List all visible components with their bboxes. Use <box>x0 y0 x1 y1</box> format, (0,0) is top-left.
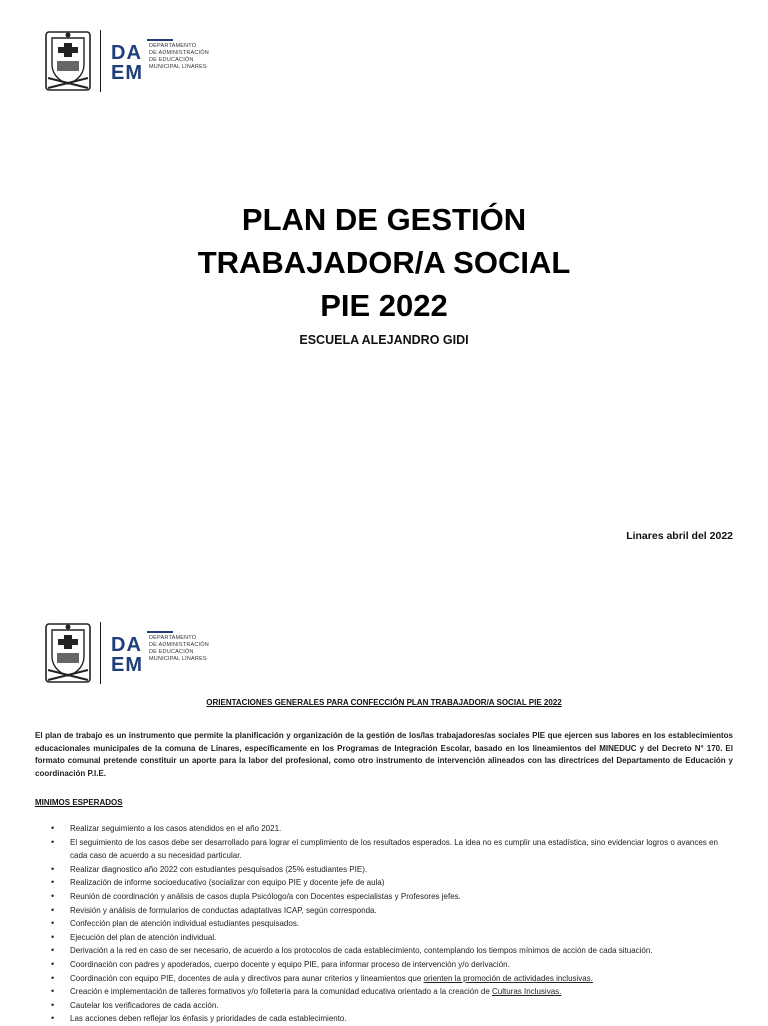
minimos-esperados-list <box>35 822 733 1026</box>
list-item <box>35 972 733 986</box>
list-item <box>35 985 733 999</box>
org-line: MUNICIPAL LINARES <box>149 63 207 70</box>
org-line: DEPARTAMENTO <box>149 635 197 641</box>
org-line: DE ADMINISTRACIÓN <box>149 641 209 648</box>
place-date: Linares abril del 2022 <box>626 530 733 542</box>
underlined-text: orienten la promoción de actividades inclusivas. <box>423 973 593 983</box>
underlined-text: Culturas Inclusivas. <box>492 987 562 997</box>
municipal-crest-icon <box>44 622 92 684</box>
cover-title-line: PLAN DE GESTIÓN <box>241 202 527 237</box>
list-item: • Las acciones deben reflejar los énfasis y prioridades de cada establecimiento. <box>35 1012 733 1026</box>
cover-title-line: TRABAJADOR/A SOCIAL <box>197 245 571 280</box>
list-item: • Derivación a la red en caso de ser necesario, de acuerdo a los protocolos de cada establecimiento, contemplando los tiempos mínimos de acción de cada situación. <box>35 944 733 958</box>
daem-org-text <box>149 635 209 663</box>
daem-org-text <box>149 43 209 71</box>
list-item-text: Coordinación con equipo PIE, docentes de aula y directivos para aunar criterios y lineamientos que <box>70 973 424 983</box>
list-item: • Coordinación con padres y apoderados, cuerpo docente y equipo PIE, para informar proceso de intervención y/o derivación. <box>35 958 733 972</box>
daem-letters-top: DA <box>111 634 142 656</box>
daem-letters-bottom: EM <box>111 654 143 676</box>
list-item: • Realización de informe socioeducativo (socializar con equipo PIE y docente jefe de aula) <box>35 876 733 890</box>
minimos-esperados-heading: MINIMOS ESPERADOS <box>35 798 123 807</box>
list-item-text: Creación e implementación de talleres formativos y/o folletería para la comunidad educativa orientado a la creación de <box>70 987 493 997</box>
org-line: DEPARTAMENTO <box>149 43 197 49</box>
daem-wordmark <box>111 39 209 83</box>
daem-logo-second <box>44 622 209 684</box>
org-line: DE EDUCACIÓN <box>149 648 194 655</box>
daem-wordmark <box>111 631 209 675</box>
list-item: • Ejecución del plan de atención individual. <box>35 931 733 945</box>
daem-accent-bar <box>147 39 173 41</box>
org-line: MUNICIPAL LINARES <box>149 655 207 662</box>
list-item: • Revisión y análisis de formularios de conductas adaptativas ICAP, según corresponda. <box>35 904 733 918</box>
list-item: • Confección plan de atención individual estudiantes pesquisados. <box>35 917 733 931</box>
intro-paragraph: El plan de trabajo es un instrumento que permite la planificación y organización de la gestión de los/las trabajadores/as sociales PIE que ejercen sus labores en los establecimientos educacionales municipales de la comuna de Linares, específicamente en los Programas de Integración Escolar, basado en los lineamientos del MINEDUC y del Decreto N° 170. El formato comunal pretende constituir un aporte para la labor del profesional, como otro instrumento de intervención alineados con las directrices del Departamento de Educación y coordinación P.I.E. <box>35 731 733 778</box>
logo-divider <box>100 30 101 92</box>
municipal-crest-icon <box>44 30 92 92</box>
list-item: • Reunión de coordinación y análisis de casos dupla Psicólogo/a con Docentes especialistas y Profesores jefes. <box>35 890 733 904</box>
daem-logo-top <box>44 30 209 92</box>
section-heading: ORIENTACIONES GENERALES PARA CONFECCIÓN PLAN TRABAJADOR/A SOCIAL PIE 2022 <box>206 698 562 707</box>
daem-letters-top: DA <box>111 42 142 64</box>
logo-divider <box>100 622 101 684</box>
list-item: • Realizar diagnostico año 2022 con estudiantes pesquisados (25% estudiantes PIE). <box>35 863 733 877</box>
org-line: DE ADMINISTRACIÓN <box>149 49 209 56</box>
cover-title-line: PIE 2022 <box>320 288 448 323</box>
daem-letters-bottom: EM <box>111 62 143 84</box>
daem-accent-bar <box>147 631 173 633</box>
list-item: • Cautelar los verificadores de cada acción. <box>35 999 733 1013</box>
cover-title-block <box>0 198 768 347</box>
cover-subtitle: ESCUELA ALEJANDRO GIDI <box>299 333 469 347</box>
org-line: DE EDUCACIÓN <box>149 56 194 63</box>
list-item: • Realizar seguimiento a los casos atendidos en el año 2021. <box>35 822 733 836</box>
list-item: • El seguimiento de los casos debe ser desarrollado para lograr el cumplimiento de los resultados esperados. La idea no es cumplir una estadística, sino evidenciar logros o avances en cada caso de acuerdo a su necesidad particular. <box>35 836 733 863</box>
